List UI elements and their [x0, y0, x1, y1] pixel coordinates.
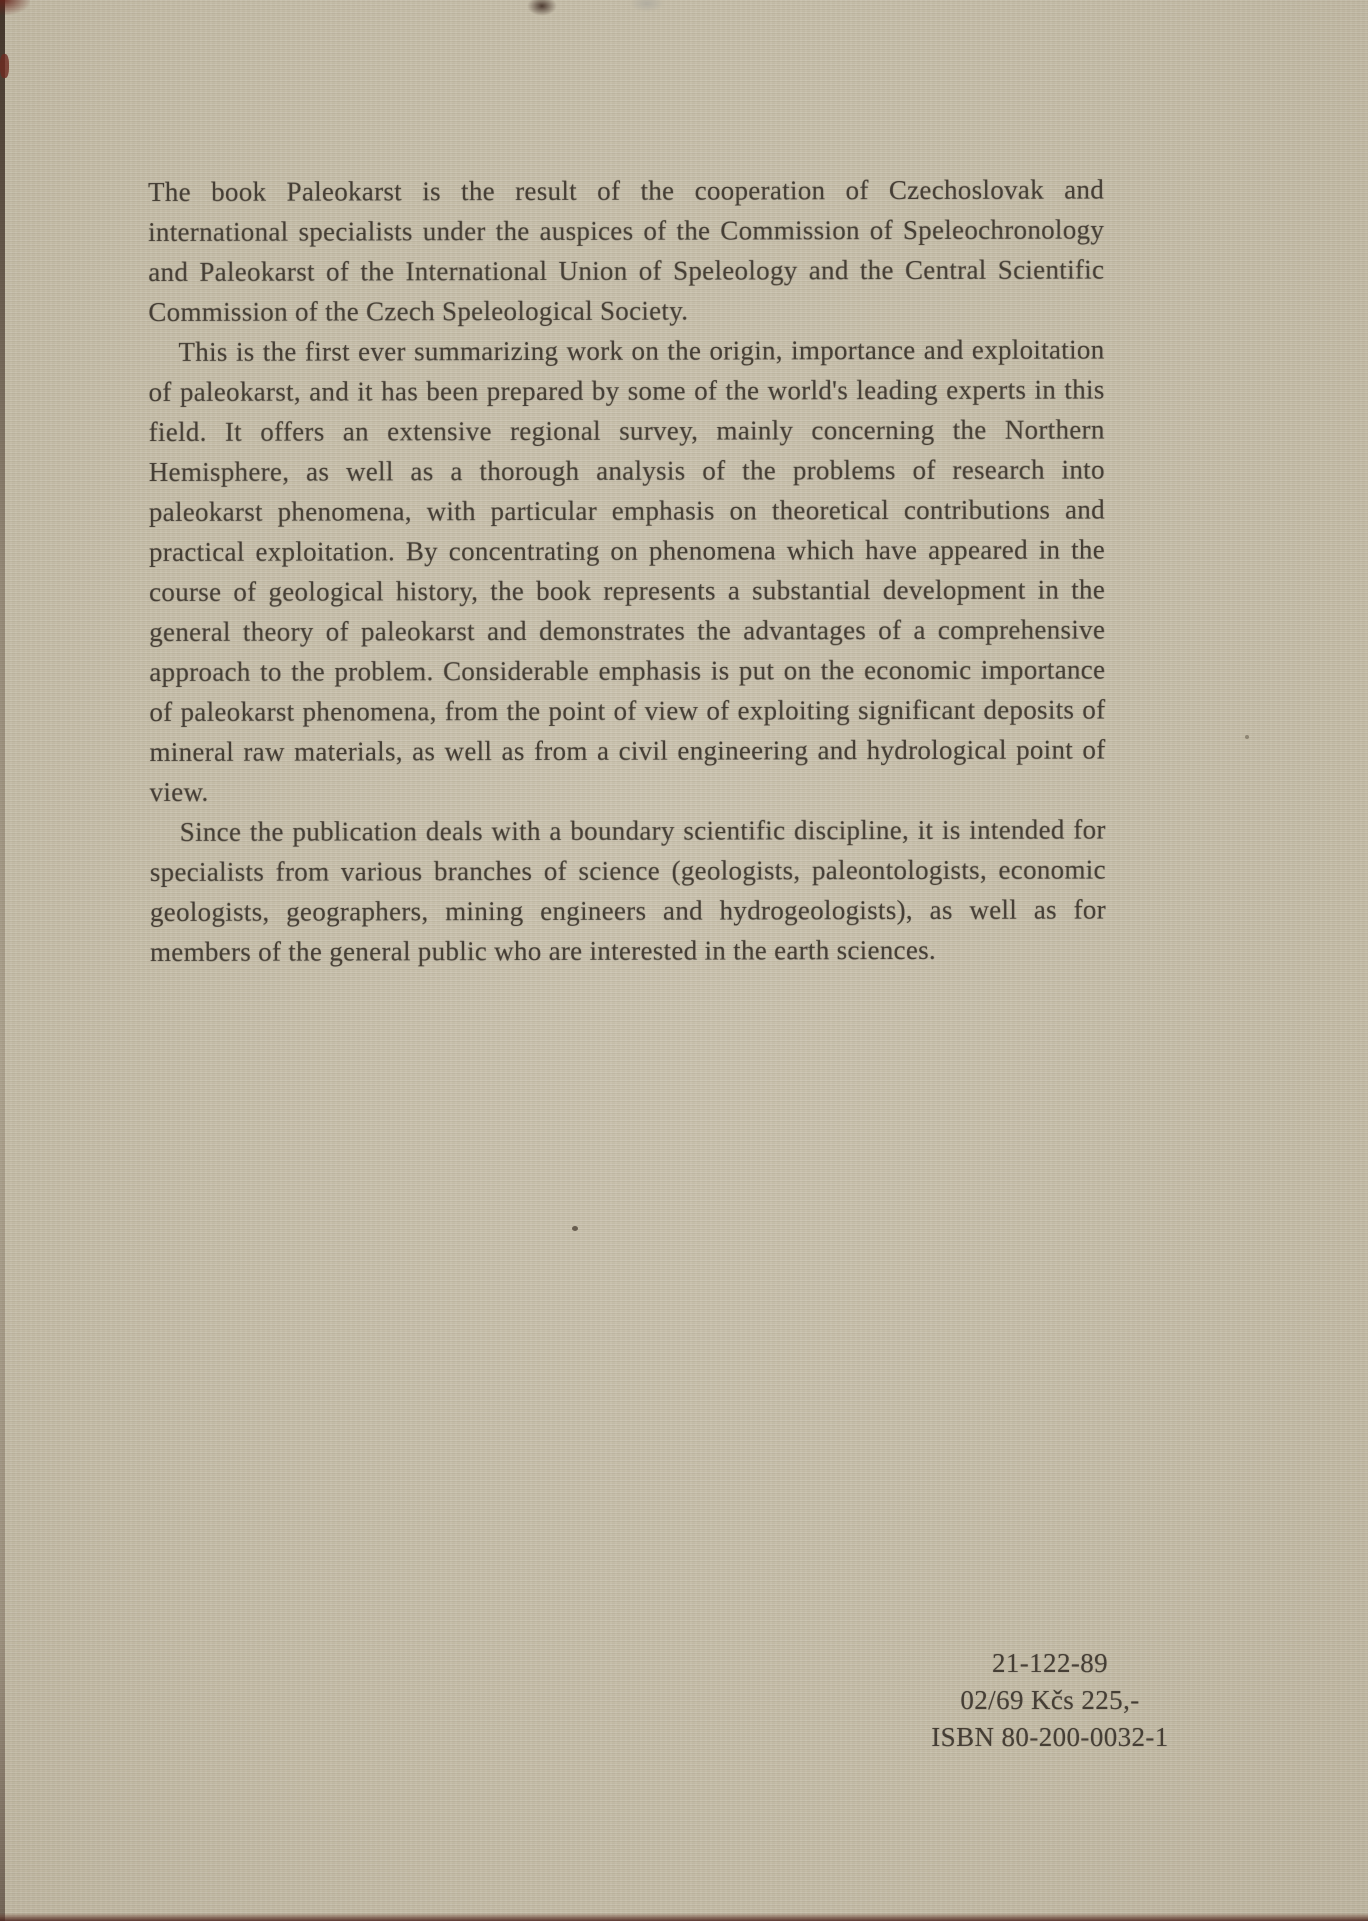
catalog-number: 21-122-89	[991, 1648, 1109, 1678]
scan-artifact-top-gray	[630, 0, 664, 12]
isbn-line: ISBN 80-200-0032-1	[931, 1722, 1169, 1752]
scan-artifact-top-left	[0, 0, 30, 15]
price-line: 02/69 Kčs 225,-	[960, 1685, 1140, 1715]
scan-edge-left	[0, 0, 5, 1921]
dust-speck	[572, 1226, 578, 1231]
blurb-paragraph-2: This is the first ever summarizing work on the origin, importance and exploitation of paleokarst, and it has been prepared by some of the world's leading experts in this field. It offers an extensive regional survey, mainly concerning the Northern Hemisphere, as well as a thorough analysis of the problems of research into paleokarst phenomena, with particular emphasis on theoretical contributions and practical exploitation. By concentrating on phenomena which have appeared in the course of geological history, the book represents a substantial development in the general theory of paleokarst and demonstrates the advantages of a comprehensive approach to the problem. Considerable emphasis is put on the economic importance of paleokarst phenomena, from the point of view of exploiting significant deposits of mineral raw materials, as well as from a civil engineering and hydrological point of view.	[148, 334, 1106, 807]
scan-artifact-top-center	[527, 0, 557, 16]
blurb-text-block	[148, 169, 1106, 972]
scan-edge-bottom	[0, 1913, 1368, 1921]
scan-artifact-left-red	[0, 54, 9, 78]
blurb-paragraph-3: Since the publication deals with a boundary scientific discipline, it is intended for specialists from various branches of science (geologists, paleontologists, economic geologists, geographers, mining engineers and hydrogeologists), as well as for members of the general public who are interested in the earth sciences.	[149, 814, 1106, 967]
blurb-paragraph-1: The book Paleokarst is the result of the cooperation of Czechoslovak and international specialists under the auspices of the Commission of Speleochronology and Paleokarst of the International Union of Speleology and the Central Scientific Commission of the Czech Speleological Society.	[148, 174, 1105, 327]
imprint-block	[880, 1645, 1220, 1756]
dust-speck	[1245, 735, 1249, 739]
